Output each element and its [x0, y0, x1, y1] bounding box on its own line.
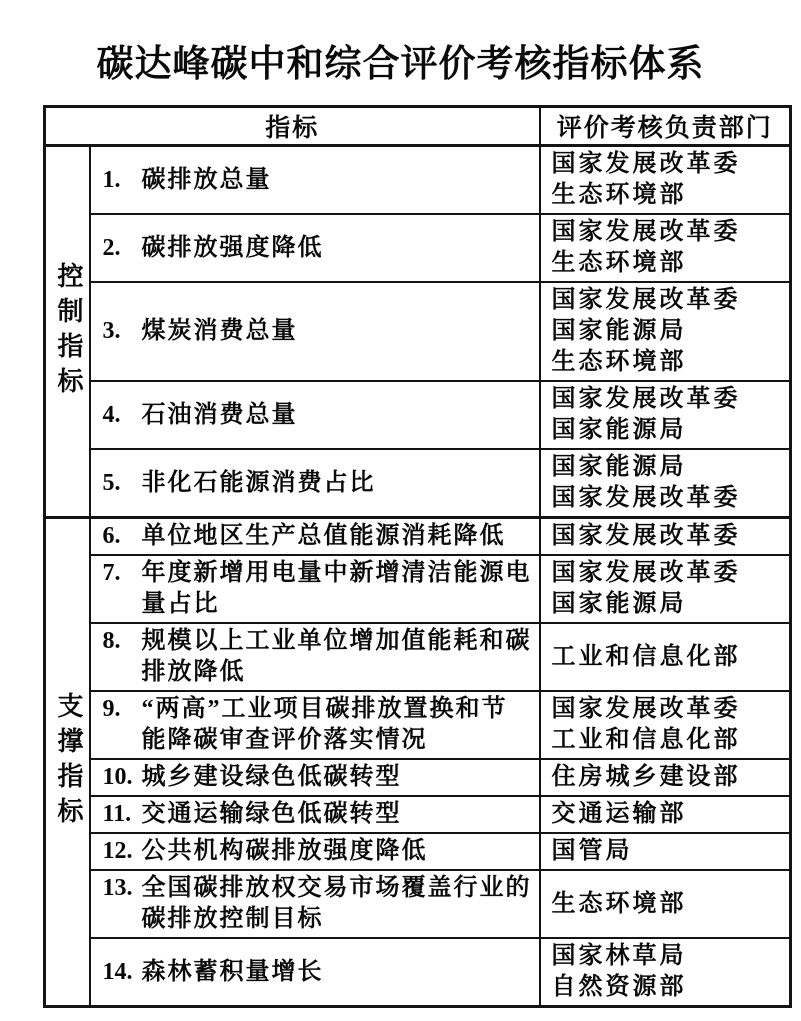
indicator-cell — [90, 833, 540, 870]
department-cell — [540, 214, 791, 282]
department-cell — [540, 518, 791, 556]
indicator-number: 6. — [102, 523, 121, 549]
department-name: 住房城乡建设部 — [551, 764, 741, 790]
group-cell — [45, 518, 90, 1007]
indicator-cell — [90, 623, 540, 691]
indicator-number: 11. — [102, 801, 132, 827]
department-cell — [540, 381, 791, 449]
table-row — [45, 381, 791, 449]
department-name: 生态环境部 — [551, 182, 687, 208]
header-department: 评价考核负责部门 — [540, 107, 791, 146]
page-title: 碳达峰碳中和综合评价考核指标体系 — [96, 44, 705, 85]
indicator-number: 5. — [102, 469, 121, 496]
indicator-cell — [90, 691, 540, 759]
table-row — [45, 623, 791, 691]
table-row — [45, 518, 791, 556]
indicator-text: 石油消费总量 — [141, 401, 298, 428]
group-cell — [45, 146, 90, 518]
indicator-cell — [90, 449, 540, 518]
indicator-text: 煤炭消费总量 — [141, 318, 298, 344]
department-name: 国家发展改革委 — [551, 386, 741, 412]
indicator-text: 非化石能源消费占比 — [141, 469, 376, 496]
indicator-number: 3. — [102, 318, 121, 344]
table-row — [45, 449, 791, 518]
indicator-text: 交通运输绿色低碳转型 — [141, 801, 402, 827]
header-row — [45, 107, 791, 146]
department-name: 生态环境部 — [551, 349, 687, 375]
indicator-cell — [90, 381, 540, 449]
indicator-number: 7. — [102, 560, 121, 586]
department-cell — [540, 691, 791, 759]
department-name: 国家发展改革委 — [551, 485, 741, 511]
department-name: 国家能源局 — [551, 417, 687, 443]
department-name: 自然资源部 — [551, 974, 687, 1000]
indicator-cell — [90, 282, 540, 381]
indicator-number: 8. — [102, 628, 121, 654]
department-name: 国家发展改革委 — [551, 151, 741, 177]
table-row — [45, 146, 791, 215]
table-row — [45, 759, 791, 796]
department-cell — [540, 833, 791, 870]
header-indicator: 指标 — [45, 107, 540, 146]
table-row — [45, 870, 791, 938]
department-name: 国家发展改革委 — [551, 523, 741, 549]
department-cell — [540, 759, 791, 796]
department-name: 国家能源局 — [551, 591, 687, 617]
department-name: 交通运输部 — [551, 801, 687, 827]
indicator-number: 12. — [102, 838, 133, 864]
department-name: 国家发展改革委 — [551, 287, 741, 313]
department-name: 国家发展改革委 — [551, 696, 741, 722]
indicator-cell — [90, 518, 540, 556]
indicator-text: “两高”工业项目碳排放置换和节能降碳审查评价落实情况 — [141, 696, 508, 753]
indicator-number: 13. — [102, 875, 133, 901]
indicator-table — [43, 105, 792, 1008]
department-name: 国家能源局 — [551, 454, 687, 480]
department-name: 国家发展改革委 — [551, 219, 741, 245]
indicator-number: 1. — [102, 166, 121, 193]
department-cell — [540, 870, 791, 938]
indicator-text: 公共机构碳排放强度降低 — [141, 838, 428, 864]
indicator-cell — [90, 555, 540, 623]
indicator-cell — [90, 146, 540, 215]
department-name: 国家能源局 — [551, 318, 687, 344]
table-row — [45, 214, 791, 282]
department-cell — [540, 449, 791, 518]
department-name: 国家林草局 — [551, 943, 687, 969]
indicator-text: 规模以上工业单位增加值能耗和碳排放降低 — [141, 628, 532, 685]
table-row — [45, 282, 791, 381]
group-label: 控制指标 — [54, 261, 83, 402]
table-row — [45, 938, 791, 1007]
table-row — [45, 833, 791, 870]
department-cell — [540, 282, 791, 381]
indicator-text: 碳排放总量 — [141, 166, 272, 193]
indicator-cell — [90, 214, 540, 282]
indicator-cell — [90, 870, 540, 938]
indicator-text: 全国碳排放权交易市场覆盖行业的碳排放控制目标 — [141, 875, 532, 932]
department-name: 生态环境部 — [551, 250, 687, 276]
department-cell — [540, 938, 791, 1007]
department-cell — [540, 623, 791, 691]
indicator-text: 森林蓄积量增长 — [141, 958, 324, 985]
department-name: 工业和信息化部 — [551, 643, 741, 670]
group-label: 支撑指标 — [54, 692, 83, 832]
indicator-number: 2. — [102, 234, 121, 261]
table-body — [45, 146, 791, 1007]
table-row — [45, 796, 791, 833]
indicator-cell — [90, 759, 540, 796]
department-name: 国管局 — [551, 838, 633, 864]
department-cell — [540, 146, 791, 215]
indicator-text: 年度新增用电量中新增清洁能源电量占比 — [141, 560, 532, 617]
department-cell — [540, 796, 791, 833]
department-name: 工业和信息化部 — [551, 727, 741, 753]
table-row — [45, 691, 791, 759]
indicator-cell — [90, 796, 540, 833]
indicator-number: 9. — [102, 696, 121, 722]
department-name: 国家发展改革委 — [551, 560, 741, 586]
indicator-cell — [90, 938, 540, 1007]
department-cell — [540, 555, 791, 623]
indicator-number: 14. — [102, 958, 133, 985]
indicator-number: 4. — [102, 401, 121, 428]
department-name: 生态环境部 — [551, 890, 687, 917]
indicator-text: 碳排放强度降低 — [141, 234, 324, 261]
table-row — [45, 555, 791, 623]
indicator-number: 10. — [102, 764, 133, 790]
indicator-text: 城乡建设绿色低碳转型 — [141, 764, 402, 790]
indicator-text: 单位地区生产总值能源消耗降低 — [141, 523, 506, 549]
